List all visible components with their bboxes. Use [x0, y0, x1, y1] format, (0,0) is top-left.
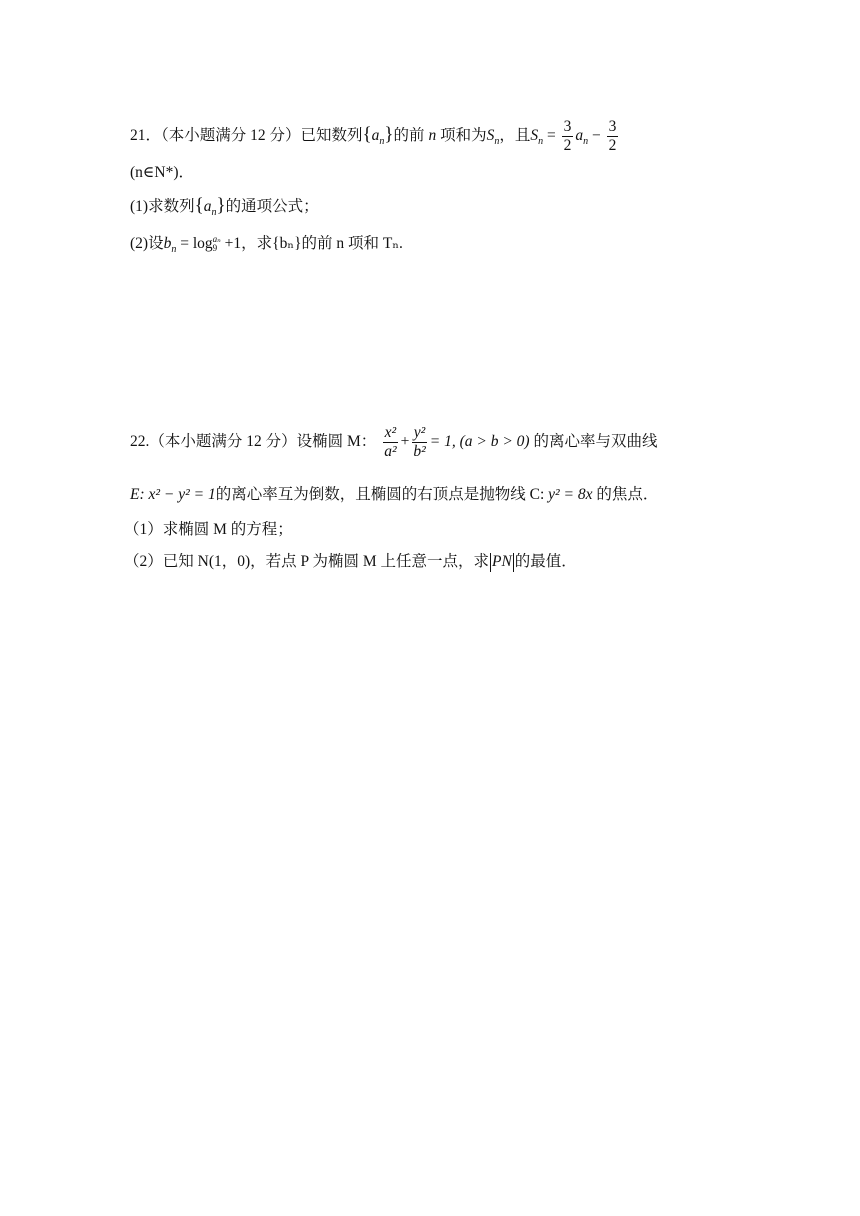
q21-seq-a: a — [371, 127, 380, 145]
q21-fraction-1: $\frac{3}{2}$ — [563, 118, 572, 154]
q21-line1: 21．（本小题满分 12 分）已知数列$\{a_n\}$的前 n 项和为$S_n$，且$S_n$ = $\frac{3}{2}$ $a_n$ − $\frac{3}{2}$ — [130, 118, 617, 154]
q22-condition: = 1, (a > b > 0) — [429, 433, 530, 451]
q22-points: （本小题满分 12 分） — [149, 433, 297, 451]
q22-line1: 22.（本小题满分 12 分）设椭圆 M： $\frac{\text{x²}}{\text{a²}}$ + $\frac{\text{y²}}{\text{b²}}$ = 1, (a > b > 0) 的离心率与双曲线 — [130, 424, 658, 460]
q21-stem-b: 的前 — [393, 127, 425, 145]
q21-n-var: n — [428, 127, 437, 145]
q21-s-var: S — [486, 127, 495, 145]
q21-formula-a: a — [575, 127, 584, 145]
q21-stem-a: 已知数列 — [300, 127, 363, 145]
q22-part1: （1）求椭圆 M 的方程； — [124, 521, 293, 538]
q21-part1: (1)求数列$\{a_n\}$的通项公式； — [130, 195, 319, 219]
q21-points: （本小题满分 12 分） — [161, 127, 301, 145]
q21-domain: (n∈N*)． — [130, 164, 194, 181]
q22-line2: E: x² − y² = 1的离心率互为倒数，且椭圆的右顶点是抛物线 C: y² = 8x 的焦点． — [130, 486, 659, 503]
q22-part2: （2）已知 N(1，0)，若点 P 为椭圆 M 上任意一点，求 PN 的最值． — [124, 553, 577, 570]
q22-number: 22. — [130, 433, 150, 451]
q21-fraction-2: $\frac{3}{2}$ — [608, 118, 617, 154]
q21-formula-s: S — [530, 127, 539, 145]
q21-stem-d: ，且 — [499, 127, 531, 145]
q21-stem-c: 项和为 — [440, 127, 487, 145]
q21-part2: (2)设$b_n = \log$ aₙ 9 +1，求{bₙ}的前 n 项和 Tₙ. — [130, 234, 403, 256]
q22-fraction-x: $\frac{\text{x²}}{\text{a²}}$ — [384, 424, 397, 460]
q22-fraction-y: $\frac{\text{y²}}{\text{b²}}$ — [413, 424, 426, 460]
q22-stem-a: 设椭圆 M： — [296, 433, 377, 451]
q21-number: 21． — [130, 127, 162, 145]
q22-stem-b: 的离心率与双曲线 — [533, 433, 658, 451]
